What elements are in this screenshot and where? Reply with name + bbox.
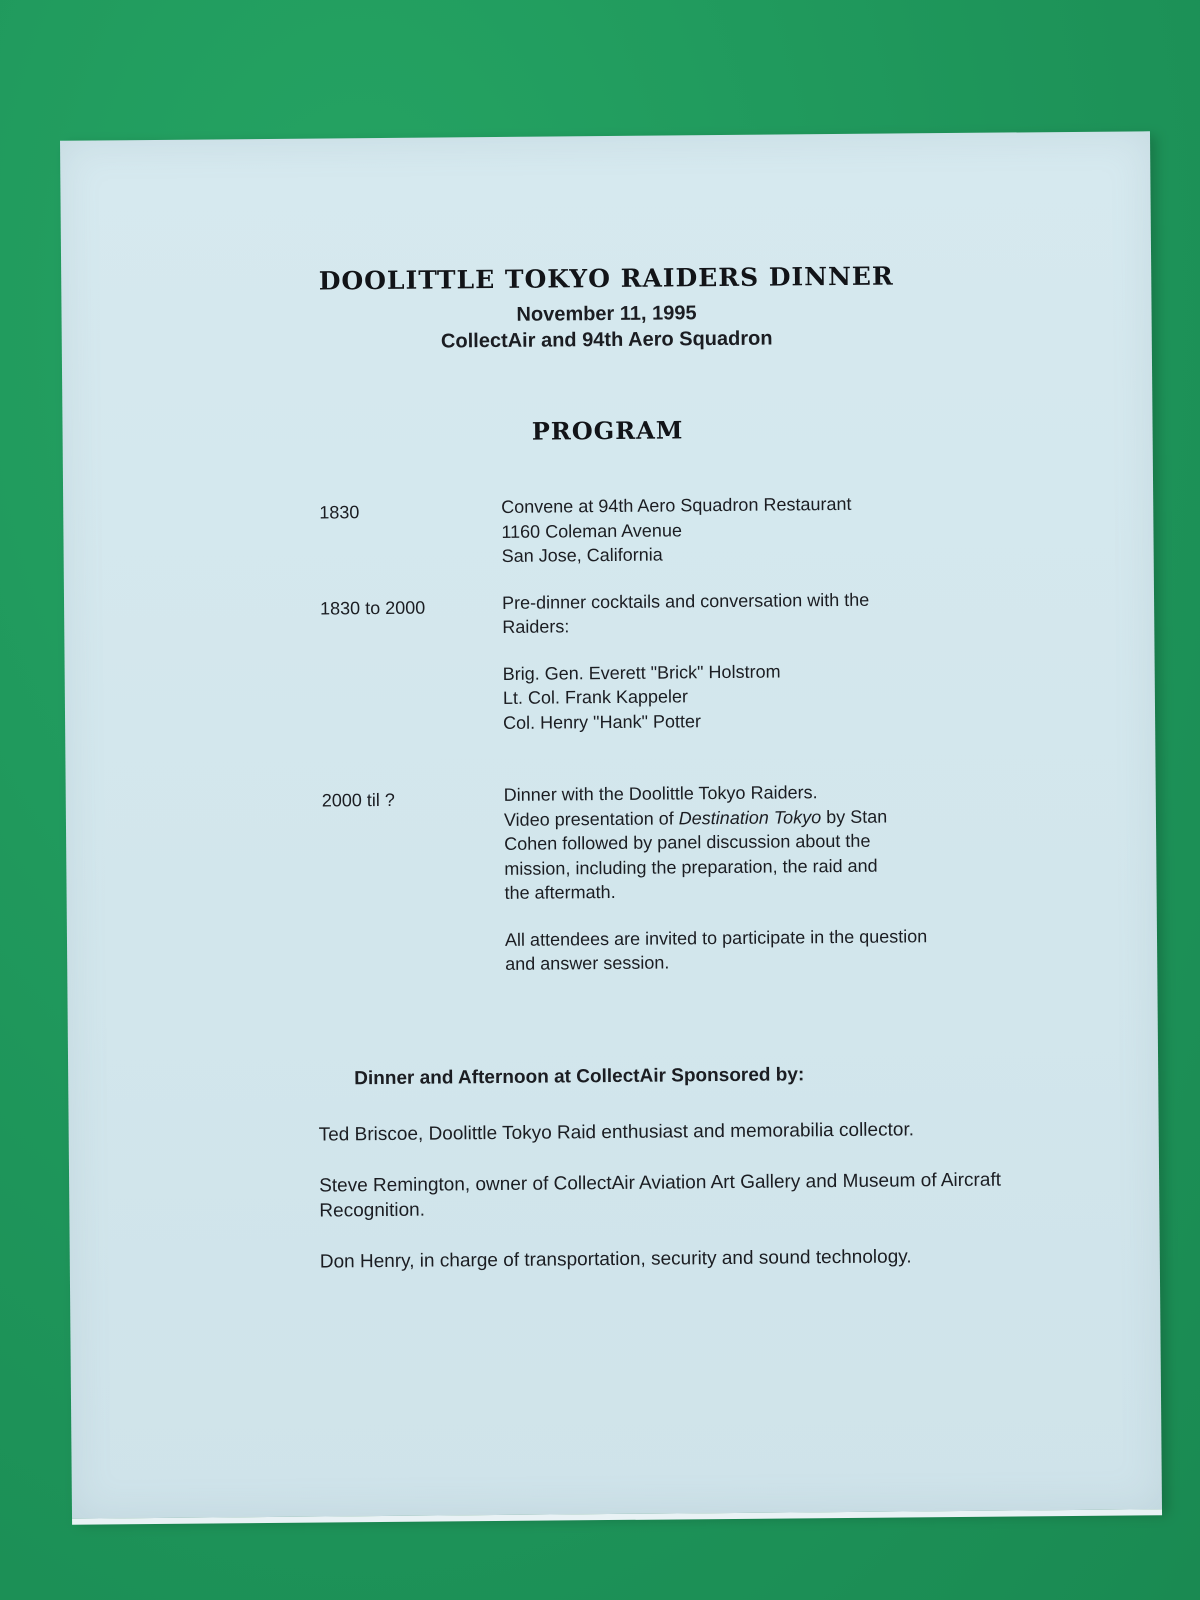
schedule-row	[319, 490, 1040, 570]
schedule-row	[322, 778, 1044, 978]
spacer	[321, 730, 1041, 784]
sponsors-list	[319, 1116, 1041, 1300]
schedule-row	[320, 586, 1041, 737]
schedule-time: 2000 til ?	[321, 789, 395, 811]
video-prefix: Video presentation of	[503, 807, 679, 830]
description-line: San Jose, California	[501, 544, 663, 566]
sponsor-item: Steve Remington, owner of CollectAir Aviation Art Gallery and Museum of Aircraft Recognition.	[319, 1169, 1002, 1222]
schedule-description	[504, 778, 1044, 976]
description-line: Raiders:	[502, 616, 570, 637]
raider-name: Lt. Col. Frank Kappeler	[502, 686, 689, 708]
note-line: and answer session.	[505, 952, 670, 974]
note-line: All attendees are invited to participate in the question	[504, 925, 928, 950]
raider-name: Brig. Gen. Everett "Brick" Holstrom	[502, 661, 781, 684]
schedule-description	[502, 586, 1041, 735]
schedule-time: 1830	[319, 502, 360, 523]
description-line: 1160 Coleman Avenue	[501, 519, 682, 542]
event-date: November 11, 1995	[516, 302, 697, 326]
sponsors-heading: Dinner and Afternoon at CollectAir Sponsored by:	[354, 1064, 805, 1090]
film-title: Destination Tokyo	[678, 806, 822, 828]
document-title: DOOLITTLE TOKYO RAIDERS DINNER	[318, 261, 894, 296]
description-line: Pre-dinner cocktails and conversation with the	[501, 589, 870, 613]
event-venue: CollectAir and 94th Aero Squadron	[440, 327, 773, 353]
description-line: mission, including the preparation, the raid and	[504, 855, 878, 879]
program-heading: PROGRAM	[531, 415, 684, 446]
video-suffix: by Stan	[821, 806, 888, 827]
sponsor-item: Ted Briscoe, Doolittle Tokyo Raid enthusiast and memorabilia collector.	[318, 1119, 915, 1146]
description-line: the aftermath.	[504, 881, 616, 903]
header-block	[61, 259, 1152, 358]
schedule-description	[501, 490, 1040, 568]
description-line: Convene at 94th Aero Squadron Restaurant	[501, 493, 852, 517]
sponsor-item: Don Henry, in charge of transportation, security and sound technology.	[319, 1246, 912, 1273]
description-line: Dinner with the Doolittle Tokyo Raiders.	[503, 782, 818, 805]
schedule-time: 1830 to 2000	[320, 597, 426, 619]
raider-name: Col. Henry "Hank" Potter	[503, 710, 702, 733]
schedule	[319, 490, 1043, 978]
description-line: Cohen followed by panel discussion about the	[504, 830, 871, 854]
program-sheet	[60, 131, 1162, 1518]
